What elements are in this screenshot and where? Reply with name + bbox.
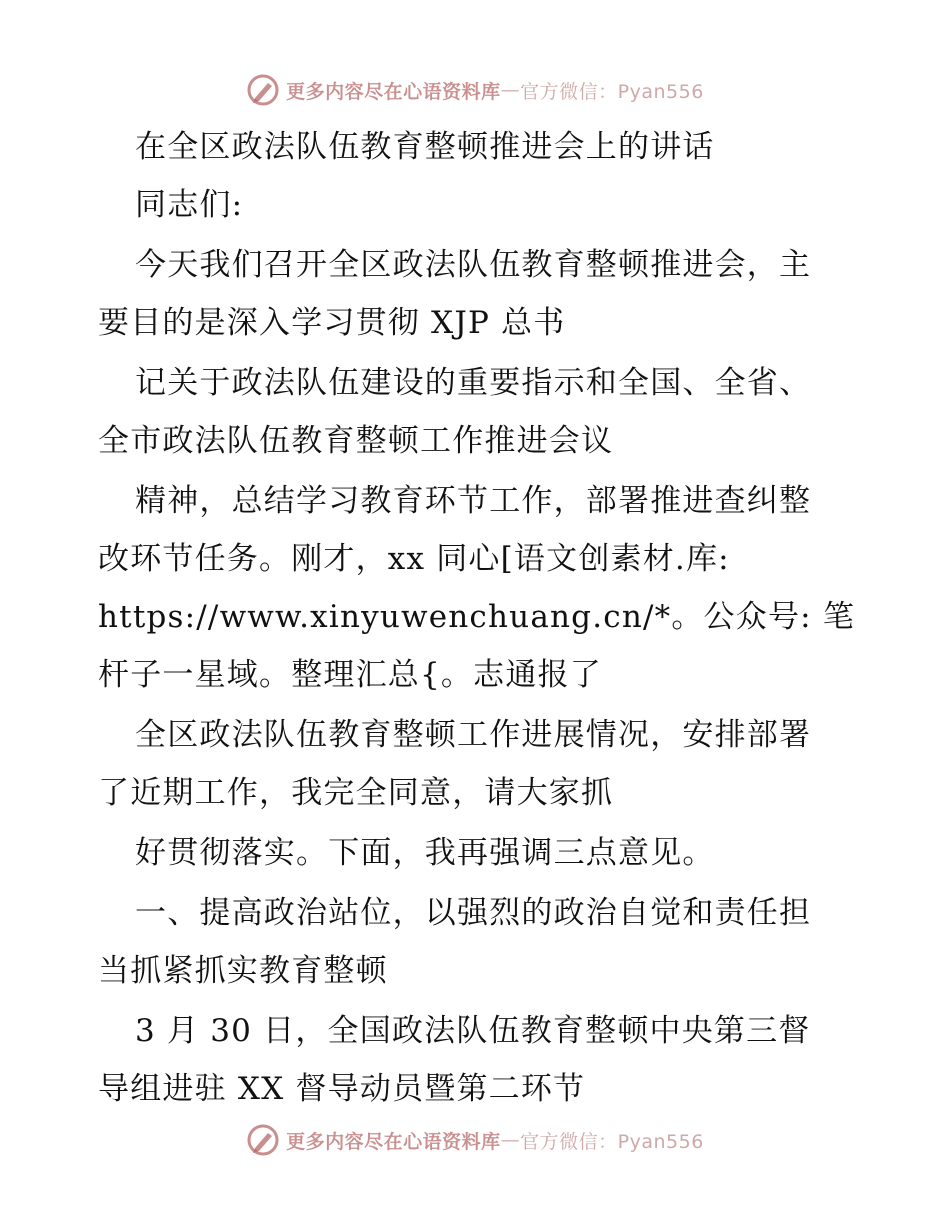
paragraph-line: 记关于政法队伍建设的重要指示和全国、全省、 [135, 365, 812, 401]
paragraph-line: 导组进驻 XX 督导动员暨第二环节 [98, 1071, 586, 1107]
paragraph-line: 了近期工作，我完全同意，请大家抓 [98, 775, 614, 811]
paragraph-line: 全市政法队伍教育整顿工作推进会议 [98, 423, 614, 459]
watermark-footer [0, 1120, 950, 1160]
watermark-main-text: 更多内容尽在心语资料库 [286, 1130, 501, 1153]
document-title: 在全区政法队伍教育整顿推进会上的讲话 [135, 129, 715, 165]
paragraph-line: https://www.xinyuwenchuang.cn/*。公众号: 笔 [98, 599, 856, 635]
greeting: 同志们: [135, 187, 244, 223]
paragraph-line: 3 月 30 日，全国政法队伍教育整顿中央第三督 [135, 1013, 811, 1049]
pen-logo-icon [246, 1123, 280, 1157]
watermark-wechat-text: 官方微信：Pyan556 [520, 1130, 704, 1153]
pen-logo-icon [246, 73, 280, 107]
section-heading: 一、提高政治站位，以强烈的政治自觉和责任担 [135, 895, 812, 931]
section-heading: 当抓紧抓实教育整顿 [98, 953, 388, 989]
paragraph-line: 要目的是深入学习贯彻 XJP 总书 [98, 305, 566, 341]
watermark-separator: — [500, 1129, 521, 1151]
paragraph-line: 改环节任务。刚才，xx 同心[语文创素材.库: [98, 541, 730, 577]
paragraph-line: 全区政法队伍教育整顿工作进展情况，安排部署 [135, 717, 812, 753]
watermark-separator: — [500, 79, 521, 101]
paragraph-line: 好贯彻落实。下面，我再强调三点意见。 [135, 835, 715, 871]
paragraph-line: 今天我们召开全区政法队伍教育整顿推进会，主 [135, 247, 812, 283]
watermark-header [0, 70, 950, 110]
watermark-main-text: 更多内容尽在心语资料库 [286, 80, 501, 103]
paragraph-line: 杆子一星域。整理汇总{。志通报了 [98, 657, 602, 693]
watermark-wechat-text: 官方微信：Pyan556 [520, 80, 704, 103]
paragraph-line: 精神，总结学习教育环节工作，部署推进查纠整 [135, 483, 812, 519]
